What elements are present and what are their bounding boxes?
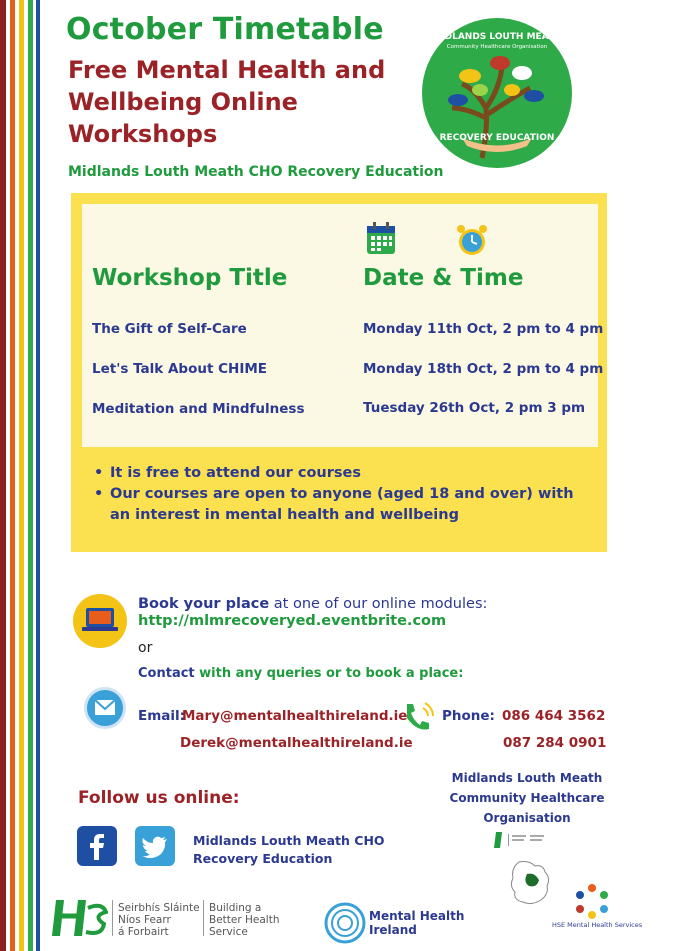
mental-health-ireland-logo bbox=[324, 902, 366, 944]
hse-irish-text: Seirbhís Sláinte Níos Fearr á Forbairt bbox=[118, 902, 200, 938]
workshop-title-2: Let's Talk About CHIME bbox=[92, 361, 267, 377]
alarm-clock-icon bbox=[455, 222, 489, 258]
workshop-date-2: Monday 18th Oct, 2 pm to 4 pm bbox=[363, 361, 604, 377]
hse-divider bbox=[112, 900, 113, 936]
laptop-icon bbox=[73, 594, 127, 648]
bullet-item: • Our courses are open to anyone (aged 18 and over) with an interest in mental health and wellbeing bbox=[92, 484, 592, 526]
org-line: Midlands Louth Meath CHO Recovery Education bbox=[68, 164, 444, 180]
facebook-icon[interactable] bbox=[77, 826, 117, 866]
hse-logo bbox=[52, 898, 108, 938]
workshop-date-1: Monday 11th Oct, 2 pm to 4 pm bbox=[363, 321, 604, 337]
eventbrite-link[interactable]: http://mlmrecoveryed.eventbrite.com bbox=[138, 613, 447, 629]
logo-bottom-text: RECOVERY EDUCATION bbox=[439, 133, 555, 143]
hse-mental-health-text: HSE Mental Health Services bbox=[552, 921, 643, 929]
phone-label: Phone: bbox=[442, 708, 495, 724]
side-stripes bbox=[0, 0, 40, 951]
envelope-icon bbox=[84, 687, 126, 729]
contact-text: Contact with any queries or to book a place: bbox=[138, 666, 464, 681]
hse-divider-2 bbox=[203, 900, 204, 936]
mental-health-ireland-text: Mental Health Ireland bbox=[369, 909, 465, 937]
recovery-education-logo bbox=[422, 18, 572, 168]
twitter-icon[interactable] bbox=[135, 826, 175, 866]
book-place-text: Book your place at one of our online modules: bbox=[138, 596, 488, 612]
workshop-title-3: Meditation and Mindfulness bbox=[92, 401, 305, 417]
phone-number-2[interactable]: 087 284 0901 bbox=[503, 735, 607, 751]
cho-block: Midlands Louth Meath Community Healthcare Organisation bbox=[449, 771, 605, 825]
email-mary-link[interactable]: Mary@mentalhealthireland.ie bbox=[182, 708, 408, 724]
hse-english-text: Building a Better Health Service bbox=[209, 902, 280, 938]
date-time-header: Date & Time bbox=[363, 265, 524, 291]
calendar-icon bbox=[366, 221, 396, 255]
info-bullets bbox=[92, 463, 592, 526]
workshop-title-header: Workshop Title bbox=[92, 265, 288, 291]
email-label: Email: bbox=[138, 708, 186, 724]
follow-us-heading: Follow us online: bbox=[78, 788, 240, 808]
email-derek-link[interactable]: Derek@mentalhealthireland.ie bbox=[180, 735, 413, 751]
bullet-item: • It is free to attend our courses bbox=[92, 463, 592, 484]
workshop-date-3: Tuesday 26th Oct, 2 pm 3 pm bbox=[363, 400, 586, 416]
hse-mental-health-logo bbox=[572, 882, 612, 920]
page-title: October Timetable bbox=[66, 12, 384, 47]
social-account-name: Midlands Louth Meath CHO Recovery Education bbox=[193, 833, 385, 866]
logo-top-text: MIDLANDS LOUTH MEATH bbox=[432, 32, 562, 42]
ireland-map-icon bbox=[505, 858, 565, 908]
hse-small-logo bbox=[494, 830, 564, 850]
phone-number-1[interactable]: 086 464 3562 bbox=[502, 708, 606, 724]
page-subtitle: Free Mental Health and Wellbeing Online Workshops bbox=[68, 56, 386, 148]
logo-subtext: Community Healthcare Organisation bbox=[446, 44, 548, 50]
workshop-title-1: The Gift of Self-Care bbox=[92, 321, 247, 337]
or-text: or bbox=[138, 640, 153, 656]
